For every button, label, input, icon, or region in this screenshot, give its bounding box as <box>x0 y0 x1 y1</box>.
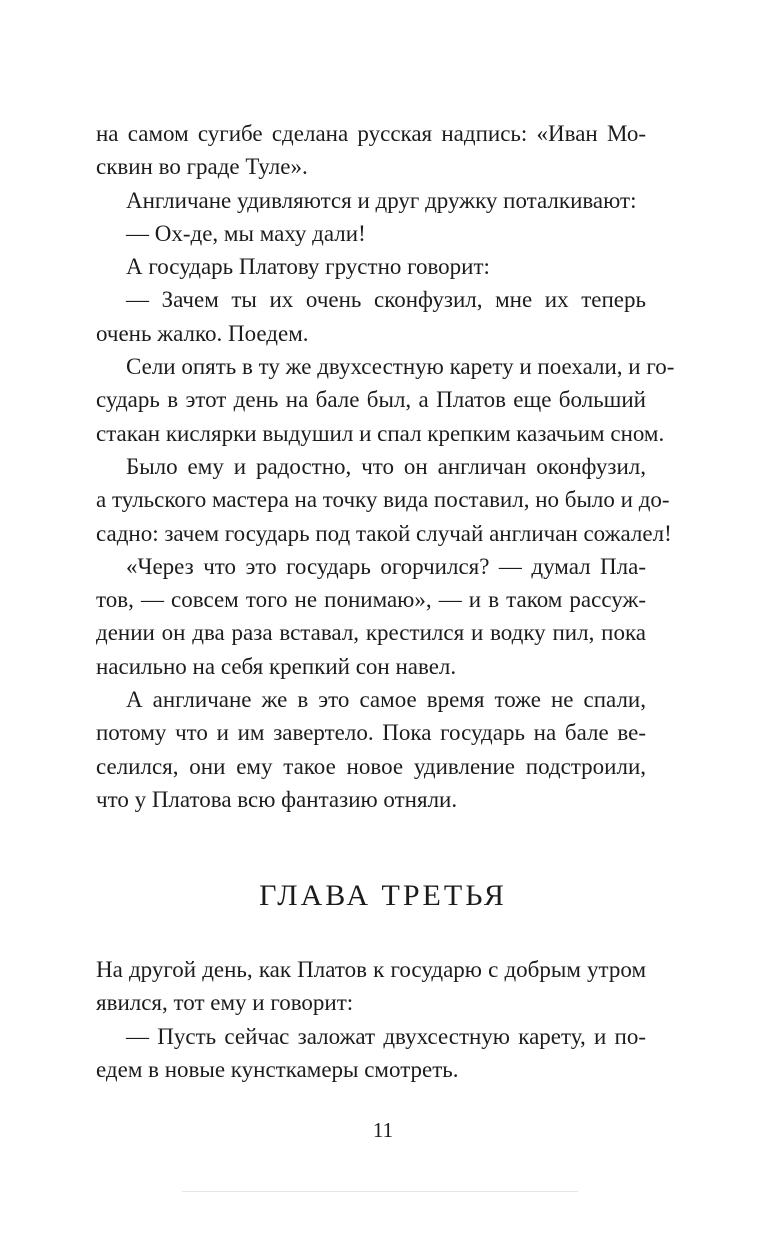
paragraph <box>96 250 646 283</box>
text-line: А англичане же в это самое время тоже не спали, <box>126 687 646 713</box>
text-line: насильно на себя крепкий сон навел. <box>96 653 457 679</box>
paragraph <box>96 184 646 217</box>
paragraph <box>96 283 646 350</box>
text-line: дении он два раза вставал, крестился и водку пил, пока <box>96 620 646 646</box>
text-line: Было ему и радостно, что он англичан оконфузил, <box>126 453 646 479</box>
paragraph <box>96 217 646 250</box>
paragraph <box>96 1020 646 1087</box>
text-line: На другой день, как Платов к государю с добрым утром <box>96 957 646 982</box>
body-text-bottom <box>96 953 646 1086</box>
paragraph <box>96 683 646 816</box>
page-number: 11 <box>372 1118 394 1142</box>
text-line: а тульского мастера на точку вида поставил, но было и до- <box>96 487 670 513</box>
paragraph <box>96 450 672 550</box>
text-line: Сели опять в ту же двухсестную карету и поехали, и го- <box>126 354 675 380</box>
text-line: стакан кислярки выдушил и спал крепким казачьим сном. <box>96 420 665 446</box>
text-line: что у Платова всю фантазию отняли. <box>96 786 458 812</box>
text-line: сквин во граде Туле». <box>96 154 308 180</box>
text-line: Англичане удивляются и друг дружку поталкивают: <box>126 187 637 213</box>
text-line: — Зачем ты их очень сконфузил, мне их теперь <box>126 287 646 313</box>
text-line: «Через что это государь огорчился? — думал Пла- <box>126 553 646 579</box>
text-line: явился, тот ему и говорит: <box>96 990 354 1016</box>
text-line: на самом сугибе сделана русская надпись: «Иван Мо- <box>96 121 646 146</box>
paragraph <box>96 117 646 184</box>
body-text-top <box>96 117 675 816</box>
text-line: потому что и им завертело. Пока государь на бале ве- <box>96 720 646 746</box>
text-line: едем в новые кунсткамеры смотреть. <box>96 1056 459 1082</box>
text-line: — Ох-де, мы маху дали! <box>126 220 366 246</box>
text-line: — Пусть сейчас заложат двухсестную карету, и по- <box>126 1023 646 1049</box>
text-line: селился, они ему такое новое удивление подстроили, <box>96 753 646 779</box>
paragraph <box>96 350 675 450</box>
text-line: очень жалко. Поедем. <box>96 320 309 346</box>
text-line: А государь Платову грустно говорит: <box>126 254 490 280</box>
text-line: тов, — совсем того не понимаю», — и в таком рассуж- <box>96 587 646 613</box>
paragraph <box>96 550 646 683</box>
footer-rule <box>182 1191 578 1192</box>
chapter-heading: ГЛАВА ТРЕТЬЯ <box>259 879 507 912</box>
text-line: сударь в этот день на бале был, а Платов еще больший <box>96 387 646 413</box>
paragraph <box>96 953 646 1020</box>
text-line: садно: зачем государь под такой случай англичан сожалел! <box>96 520 672 546</box>
